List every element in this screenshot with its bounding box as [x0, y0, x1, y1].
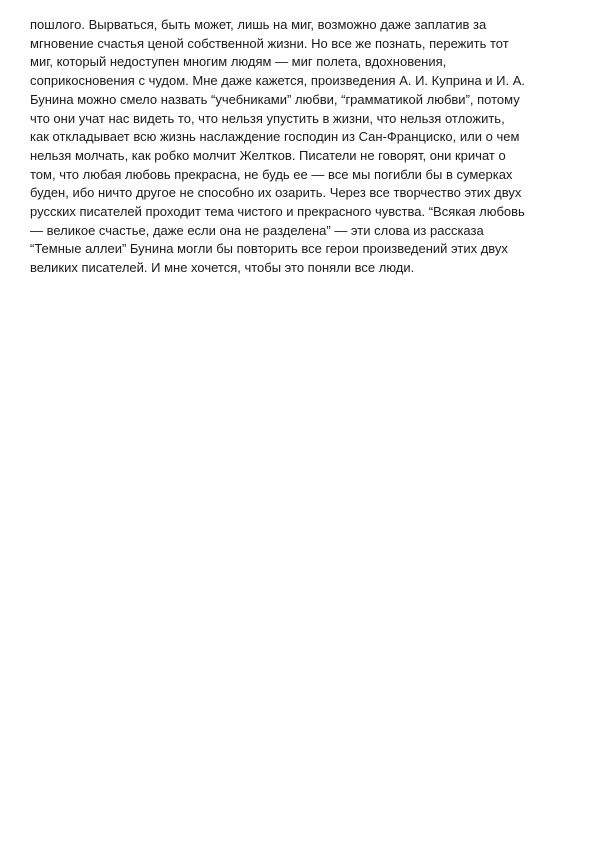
text-line: как откладывает всю жизнь наслаждение господин из Сан-Франциско, или о чем: [30, 129, 520, 145]
text-line: Бунина можно смело назвать “учебниками” любви, “грамматикой любви”, потому: [30, 91, 520, 107]
text-line: том, что любая любовь прекрасна, не будь ее — все мы погибли бы в сумерках: [30, 166, 513, 182]
text-line: пошлого. Вырваться, быть может, лишь на миг, возможно даже заплатив за: [30, 17, 487, 32]
text-line: русских писателей проходит тема чистого и прекрасного чувства. “Всякая любовь: [30, 204, 525, 220]
text-line: нельзя молчать, как робко молчит Желтков. Писатели не говорят, они кричат о: [30, 147, 506, 163]
text-line: “Темные аллеи” Бунина могли бы повторить все герои произведений этих двух: [30, 241, 508, 257]
text-line: великих писателей. И мне хочется, чтобы это поняли все люди.: [30, 260, 415, 276]
text-line: мгновение счастья ценой собственной жизни. Но все же познать, пережить тот: [30, 35, 509, 51]
text-line: миг, который недоступен многим людям — миг полета, вдохновения,: [30, 54, 447, 70]
text-line: что они учат нас видеть то, что нельзя упустить в жизни, что нельзя отложить,: [30, 110, 505, 126]
text-line: соприкосновения с чудом. Мне даже кажется, произведения А. И. Куприна и И. А.: [30, 73, 526, 89]
text-line: — великое счастье, даже если она не разделена” — эти слова из рассказа: [30, 222, 484, 238]
text-line: буден, ибо ничто другое не способно их озарить. Через все творчество этих двух: [30, 185, 522, 201]
body-paragraph: [30, 16, 570, 278]
